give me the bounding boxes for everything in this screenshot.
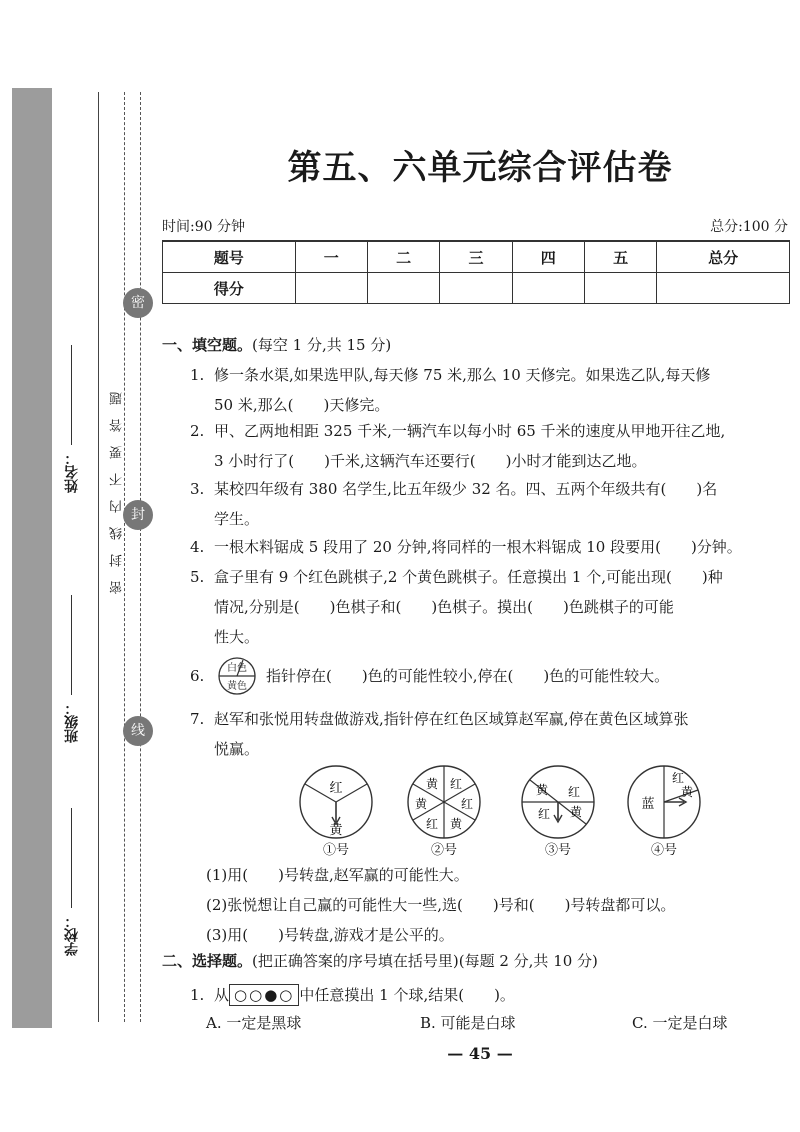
question-text: 学生。	[214, 510, 260, 528]
question-6	[190, 656, 790, 696]
sector-label: 黄	[449, 817, 463, 831]
sector-label: 蓝	[641, 797, 655, 812]
class-label: 班级：	[64, 701, 80, 743]
question-7	[190, 704, 790, 764]
subquestion-1: (1)用( )号转盘,赵军赢的可能性大。	[206, 866, 469, 884]
sector-label: 红	[537, 807, 551, 821]
sector-label: 红	[329, 781, 343, 796]
question-text: 3 小时行了( )千米,这辆汽车还要行( )小时才能到达乙地。	[214, 452, 647, 470]
table-cell: 五	[584, 241, 656, 273]
spinner-caption: ④号	[650, 843, 678, 858]
option-c[interactable]: C. 一定是白球	[632, 1014, 728, 1032]
table-cell: 一	[295, 241, 367, 273]
question-text: 50 米,那么( )天修完。	[214, 396, 390, 414]
seal-mi: 密	[123, 288, 153, 318]
spinner-label-bottom: 黄色	[227, 681, 247, 692]
sector-label: 黄	[680, 785, 694, 799]
question-4	[190, 532, 790, 562]
school-field[interactable]	[62, 808, 82, 956]
sector-label: 黄	[569, 805, 583, 819]
section-2-heading	[162, 950, 598, 971]
question-2	[190, 416, 790, 476]
spinner-caption: ②号	[430, 843, 458, 858]
score-table	[162, 240, 790, 304]
school-label: 学校：	[64, 914, 80, 956]
score-input-cell[interactable]	[367, 273, 439, 304]
page-title: 第五、六单元综合评估卷	[287, 148, 673, 188]
spinner-2	[408, 766, 480, 858]
class-field[interactable]	[62, 595, 82, 743]
question-number: 6.	[190, 667, 205, 685]
score-input-cell[interactable]	[295, 273, 367, 304]
name-label: 姓名：	[64, 451, 80, 493]
subquestion-3: (3)用( )号转盘,游戏才是公平的。	[206, 926, 454, 944]
total-score: 总分:100 分	[710, 219, 788, 235]
option-b[interactable]: B. 可能是白球	[420, 1014, 516, 1032]
question-number: 1.	[190, 366, 205, 384]
score-table-header	[163, 241, 790, 273]
question-text: 盒子里有 9 个红色跳棋子,2 个黄色跳棋子。任意摸出 1 个,可能出现( )种	[214, 568, 723, 586]
sector-label: 黄	[425, 777, 439, 791]
spinner-4	[628, 766, 700, 858]
score-input-cell[interactable]	[440, 273, 512, 304]
table-cell: 总分	[657, 241, 790, 273]
question-text: 悦赢。	[214, 740, 260, 758]
table-cell: 二	[367, 241, 439, 273]
section-2-note: (把正确答案的序号填在括号里)(每题 2 分,共 10 分)	[252, 952, 598, 970]
table-cell: 得分	[163, 273, 296, 304]
section-1-title: 一、填空题。	[162, 336, 253, 354]
seal-warning: 密封线内不要答题	[110, 378, 125, 594]
section-2-title: 二、选择题。	[162, 952, 253, 970]
question-text: 指针停在( )色的可能性较小,停在( )色的可能性较大。	[266, 667, 670, 685]
sector-label: 红	[449, 777, 463, 791]
option-a[interactable]: A. 一定是黑球	[206, 1014, 302, 1032]
spinner-set	[290, 760, 710, 860]
ball-box: ○○●○	[229, 984, 299, 1006]
question-3	[190, 474, 790, 534]
question-number: 1.	[190, 986, 205, 1004]
question-text: 赵军和张悦用转盘做游戏,指针停在红色区域算赵军赢,停在黄色区域算张	[214, 710, 689, 728]
question-text: 中任意摸出 1 个球,结果( )。	[299, 986, 515, 1004]
question-text: 性大。	[214, 628, 260, 646]
question-number: 4.	[190, 538, 205, 556]
score-input-cell[interactable]	[512, 273, 584, 304]
question-text: 从	[214, 986, 230, 1004]
page-number: — 45 —	[447, 1044, 513, 1063]
score-input-cell[interactable]	[657, 273, 790, 304]
section-1-heading	[162, 334, 391, 355]
sector-label: 红	[567, 785, 581, 799]
table-cell: 四	[512, 241, 584, 273]
question-7-subparts	[206, 860, 800, 950]
section-1-note: (每空 1 分,共 15 分)	[252, 336, 392, 354]
table-cell: 题号	[163, 241, 296, 273]
binding-line	[98, 92, 99, 1022]
choice-question-1	[190, 980, 790, 1010]
sector-label: 黄	[329, 823, 343, 838]
question-number: 2.	[190, 422, 205, 440]
spinner-label-top: 白色	[227, 663, 247, 674]
seal-xian: 线	[123, 716, 153, 746]
score-input-cell[interactable]	[584, 273, 656, 304]
question-number: 3.	[190, 480, 205, 498]
spinner-1	[300, 766, 372, 858]
cut-line-outer	[140, 92, 141, 1022]
question-number: 5.	[190, 568, 205, 586]
subquestion-2: (2)张悦想让自己赢的可能性大一些,选( )号和( )号转盘都可以。	[206, 896, 676, 914]
table-cell: 三	[440, 241, 512, 273]
spinner-caption: ③号	[544, 843, 572, 858]
question-text: 情况,分别是( )色棋子和( )色棋子。摸出( )色跳棋子的可能	[214, 598, 674, 616]
question-number: 7.	[190, 710, 205, 728]
binding-strip	[12, 88, 52, 1028]
sector-label: 红	[425, 817, 439, 831]
sector-label: 黄	[414, 797, 428, 811]
name-field[interactable]	[62, 345, 82, 493]
time-limit: 时间:90 分钟	[162, 219, 245, 235]
question-text: 某校四年级有 380 名学生,比五年级少 32 名。四、五两个年级共有( )名	[214, 480, 718, 498]
spinner-white-yellow	[214, 656, 260, 696]
spinner-caption: ①号	[322, 843, 350, 858]
sector-label: 黄	[535, 783, 549, 797]
sector-label: 红	[460, 797, 474, 811]
question-text: 一根木料锯成 5 段用了 20 分钟,将同样的一根木料锯成 10 段要用( )分钟。	[214, 538, 742, 556]
sector-label: 红	[671, 771, 685, 785]
question-1	[190, 360, 790, 420]
question-text: 修一条水渠,如果选甲队,每天修 75 米,那么 10 天修完。如果选乙队,每天修	[214, 366, 711, 384]
spinner-3	[522, 766, 594, 858]
seal-feng: 封	[123, 500, 153, 530]
question-5	[190, 562, 790, 652]
question-text: 甲、乙两地相距 325 千米,一辆汽车以每小时 65 千米的速度从甲地开往乙地,	[214, 422, 726, 440]
score-table-row	[163, 273, 790, 304]
